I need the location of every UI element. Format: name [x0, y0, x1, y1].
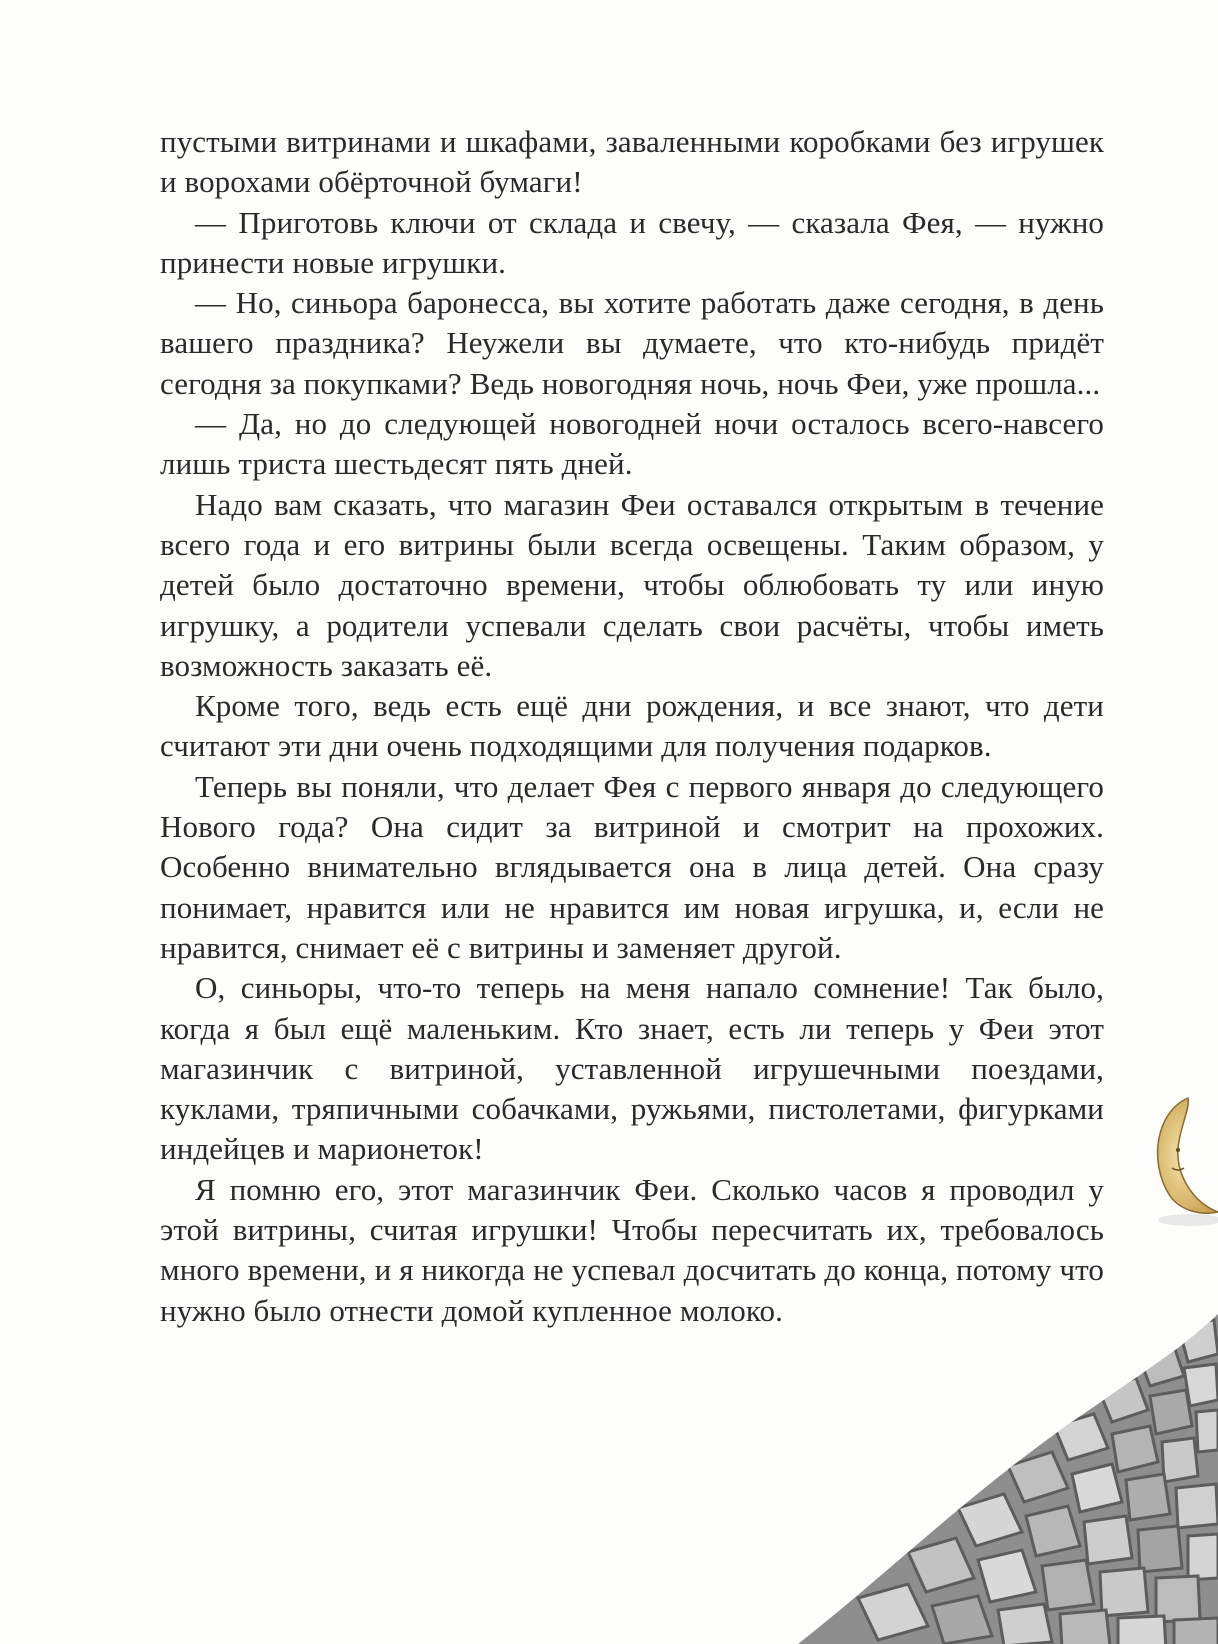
paragraph-5: Надо вам сказать, что магазин Феи оставался открытым в течение всего года и его витрины были всегда освещены. Таким образом, у детей было достаточно времени, чтобы облюбовать ту или иную игрушку, а родители успевали сделать свои расчёты, чтобы иметь возможность заказать её.: [160, 486, 1104, 683]
paragraph-7: Теперь вы поняли, что делает Фея с первого января до следующего Нового года? Она сидит за витриной и смотрит на прохожих. Особенно внимательно вглядывается она в лица детей. Она сразу понимает, нравится или не нравится им новая игрушка, и, если не нравится, снимает её с витрины и заменяет другой.: [160, 768, 1104, 965]
paragraph-8: О, синьоры, что-то теперь на меня напало сомнение! Так было, когда я был ещё маленьким. Кто знает, есть ли теперь у Феи этот магазинчик с витриной, уставленной игрушечными поездами, куклами, тряпичными собачками, ружьями, пистолетами, фигурками индейцев и марионеток!: [160, 970, 1104, 1167]
paragraph-4: — Да, но до следующей новогодней ночи осталось всего-навсего лишь триста шестьдесят пять дней.: [160, 406, 1104, 482]
paragraph-3: — Но, синьора баронесса, вы хотите работать даже сегодня, в день вашего праздника? Неужели вы думаете, что кто-нибудь придёт сегодня за покупками? Ведь новогодняя ночь, ночь Феи, уже прошла...: [160, 285, 1104, 401]
paragraph-2: — Приготовь ключи от склада и свечу, — сказала Фея, — нужно принести новые игрушки.: [160, 204, 1104, 280]
paragraph-9: Я помню его, этот магазинчик Феи. Сколько часов я проводил у этой витрины, считая игрушки! Чтобы пересчитать их, требовалось много времени, и я никогда не успевал досчитать до конца, потому что нужно было отнести домой купленное молоко.: [160, 1171, 1104, 1328]
paragraph-1: пустыми витринами и шкафами, заваленными коробками без игрушек и ворохами обёрточной бумаги!: [160, 124, 1104, 200]
crescent-moon-icon: [1148, 1092, 1218, 1232]
cobblestones-illustration: [798, 1314, 1218, 1644]
paragraph-6: Кроме того, ведь есть ещё дни рождения, и все знают, что дети считают эти дни очень подходящими для получения подарков.: [160, 688, 1104, 764]
body-text: [160, 122, 1104, 1331]
